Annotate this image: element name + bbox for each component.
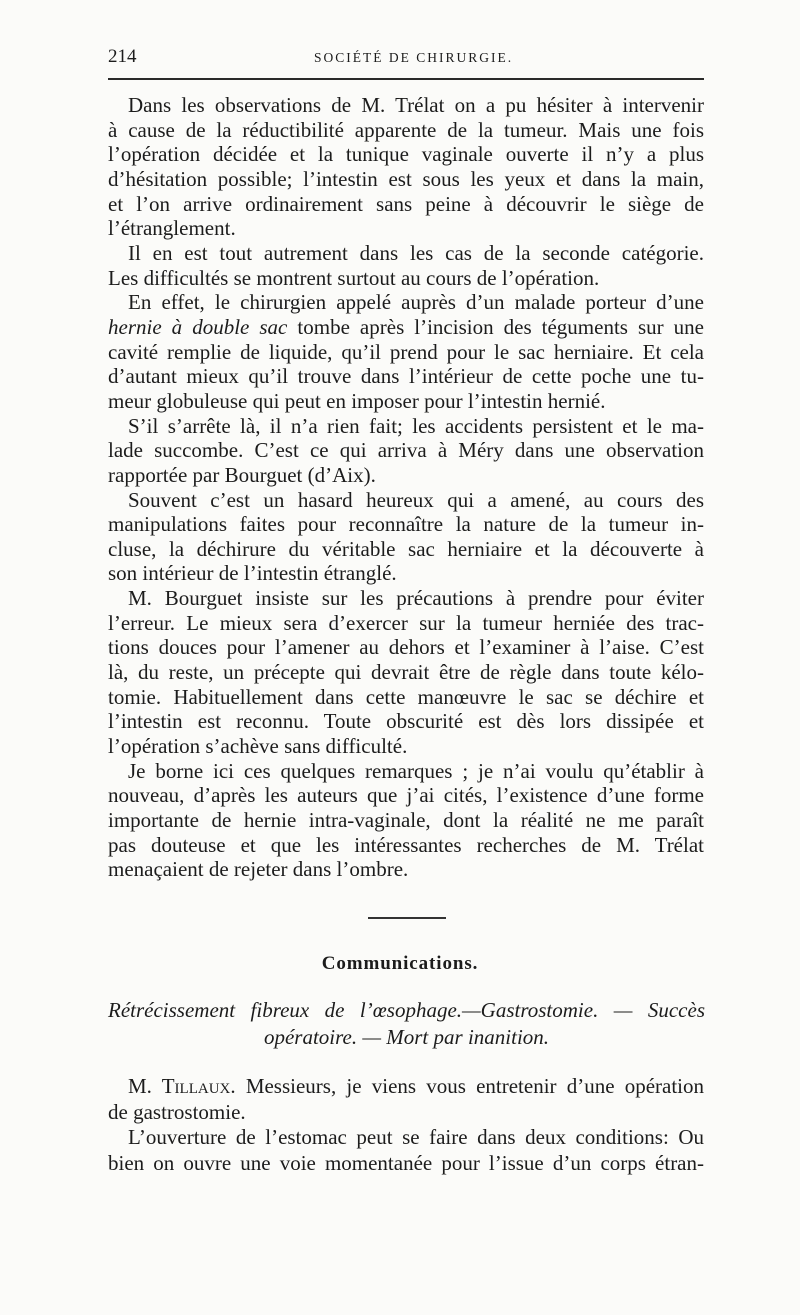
text-line: S’il s’arrête là, il n’a rien fait; les accidents persistent et le ma- <box>128 413 704 438</box>
text-line: manipulations faites pour reconnaître la nature de la tumeur in- <box>108 512 704 537</box>
text-line: là, du reste, un précepte qui devrait être de règle dans toute kélo- <box>108 660 704 685</box>
communication-text <box>108 1074 704 1177</box>
text-line: L’ouverture de l’estomac peut se faire dans deux conditions: Ou <box>128 1125 704 1150</box>
text-line: Il en est tout autrement dans les cas de la seconde catégorie. <box>128 240 704 265</box>
body-text <box>108 93 704 882</box>
text-line: l’étranglement. <box>108 216 236 241</box>
text-line: tions douces pour l’amener au dehors et l’examiner à l’aise. C’est <box>108 635 704 660</box>
text-line: son intérieur de l’intestin étranglé. <box>108 561 397 586</box>
body-paragraph <box>108 488 704 587</box>
text-line: M. Bourguet insiste sur les précautions à prendre pour éviter <box>128 586 704 611</box>
text-line: importante de hernie intra-vaginale, dont la réalité ne me paraît <box>108 808 704 833</box>
running-title: SOCIÉTÉ DE CHIRURGIE. <box>314 50 514 65</box>
text-line: de gastrostomie. <box>108 1099 246 1124</box>
text-line: l’opération décidée et la tunique vaginale ouverte il n’y a plus <box>108 142 704 167</box>
text-line: l’intestin est reconnu. Toute obscurité est dès lors dissipée et <box>108 709 704 734</box>
article-title-line: opératoire. — Mort par inanition. <box>263 1025 550 1049</box>
body-paragraph <box>108 93 704 241</box>
text-line: Dans les observations de M. Trélat on a pu hésiter à intervenir <box>128 93 704 117</box>
text-line: Souvent c’est un hasard heureux qui a amené, au cours des <box>128 487 704 512</box>
page-number: 214 <box>108 46 137 67</box>
body-paragraph <box>108 241 704 290</box>
text-line <box>108 1074 704 1100</box>
text-line: tomie. Habituellement dans cette manœuvre le sac se déchire et <box>108 684 704 709</box>
text-line: l’erreur. Le mieux sera d’exercer sur la tumeur herniée des trac- <box>108 610 704 635</box>
text-line: nouveau, d’après les auteurs que j’ai cités, l’existence d’une forme <box>108 783 704 808</box>
text-line: menaçaient de rejeter dans l’ombre. <box>108 857 409 882</box>
body-paragraph <box>108 414 704 488</box>
section-heading: Communications. <box>321 953 479 974</box>
body-paragraph <box>108 586 704 759</box>
text-line-rest: tombe après l’incision des téguments sur une <box>287 314 705 339</box>
text-line: rapportée par Bourguet (d’Aix). <box>108 462 376 487</box>
speaker-name: M. Tillaux. <box>128 1074 236 1098</box>
text-line: pas douteuse et que les intéressantes recherches de M. Trélat <box>108 832 704 857</box>
text-line: d’autant mieux qu’il trouve dans l’intérieur de cette poche une tu- <box>108 364 704 389</box>
text-line: Les difficultés se montrent surtout au cours de l’opération. <box>108 265 600 290</box>
text-line: l’opération s’achève sans difficulté. <box>108 734 408 759</box>
text-line: En effet, le chirurgien appelé auprès d’un malade porteur d’une <box>128 290 704 315</box>
text-line: lade succombe. C’est ce qui arriva à Méry dans une observation <box>108 438 704 463</box>
text-line <box>108 315 704 340</box>
text-line: d’hésitation possible; l’intestin est sous les yeux et dans la main, <box>108 166 704 191</box>
italic-term: hernie à double sac <box>108 314 288 339</box>
text-line: cavité remplie de liquide, qu’il prend pour le sac herniaire. Et cela <box>108 339 704 364</box>
section-divider <box>368 917 446 919</box>
text-line: cluse, la déchirure du véritable sac herniaire et la découverte à <box>108 536 704 561</box>
header-rule <box>108 78 704 80</box>
body-paragraph <box>108 1074 704 1125</box>
text-line-rest: Messieurs, je viens vous entretenir d’une opération <box>245 1074 705 1098</box>
article-title-line: Rétrécissement fibreux de l’œsophage.—Gastrostomie. — Succès <box>108 998 705 1022</box>
body-paragraph <box>108 759 704 882</box>
article-title <box>108 997 705 1051</box>
text-line: à cause de la réductibilité apparente de la tumeur. Mais une fois <box>108 117 704 142</box>
text-line: Je borne ici ces quelques remarques ; je n’ai voulu qu’établir à <box>128 758 704 783</box>
text-line: et l’on arrive ordinairement sans peine à découvrir le siège de <box>108 191 704 216</box>
body-paragraph <box>108 290 704 413</box>
body-paragraph <box>108 1125 704 1176</box>
text-line: bien on ouvre une voie momentanée pour l’issue d’un corps étran- <box>108 1151 704 1176</box>
text-line: meur globuleuse qui peut en imposer pour l’intestin hernié. <box>108 388 606 413</box>
